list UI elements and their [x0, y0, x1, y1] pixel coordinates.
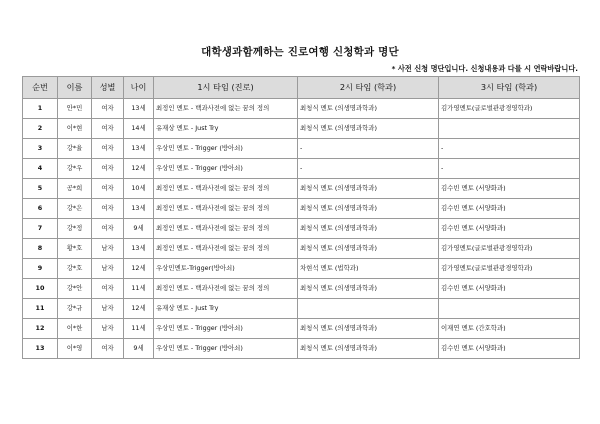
- table-row: [23, 319, 580, 339]
- table-row: [23, 339, 580, 359]
- cell-gender: 여자: [92, 99, 124, 119]
- cell-time3: 이재연 멘토 (간호학과): [439, 319, 580, 339]
- cell-time2: -: [298, 139, 439, 159]
- cell-age: 13세: [124, 199, 154, 219]
- table-body: [23, 99, 580, 359]
- header-time3: 3시 타임 (학과): [439, 77, 580, 99]
- table-row: [23, 159, 580, 179]
- cell-name: 이*현: [58, 119, 92, 139]
- cell-name: 강*안: [58, 279, 92, 299]
- cell-time3: 김가영멘토(글로벌관광경영학과): [439, 259, 580, 279]
- cell-gender: 여자: [92, 219, 124, 239]
- cell-time3: 김가영멘토(글로벌관광경영학과): [439, 239, 580, 259]
- cell-age: 11세: [124, 319, 154, 339]
- cell-time1: 유재상 멘토 - Just Try: [154, 119, 298, 139]
- cell-time3: [439, 299, 580, 319]
- cell-time2: 최청식 멘토 (의생명과학과): [298, 279, 439, 299]
- cell-age: 11세: [124, 279, 154, 299]
- cell-time3: 김수빈 멘토 (서양화과): [439, 179, 580, 199]
- cell-time3: 김수빈 멘토 (서양화과): [439, 219, 580, 239]
- header-no: 순번: [23, 77, 58, 99]
- cell-name: 강*율: [58, 139, 92, 159]
- cell-no: 7: [23, 219, 58, 239]
- cell-name: 황*호: [58, 239, 92, 259]
- cell-gender: 여자: [92, 139, 124, 159]
- cell-time1: 우상민 멘토 - Trigger (방아쇠): [154, 139, 298, 159]
- header-gender: 성별: [92, 77, 124, 99]
- cell-gender: 여자: [92, 339, 124, 359]
- cell-name: 이*영: [58, 339, 92, 359]
- cell-time2: 최청식 멘토 (의생명과학과): [298, 119, 439, 139]
- cell-gender: 남자: [92, 319, 124, 339]
- cell-time1: 우상민멘토-Trigger(방아쇠): [154, 259, 298, 279]
- cell-time2: [298, 299, 439, 319]
- cell-time3: 김수빈 멘토 (서양화과): [439, 279, 580, 299]
- cell-time2: 최청식 멘토 (의생명과학과): [298, 99, 439, 119]
- cell-time1: 우상민 멘토 - Trigger (방아쇠): [154, 159, 298, 179]
- cell-no: 6: [23, 199, 58, 219]
- table-row: [23, 259, 580, 279]
- cell-age: 9세: [124, 219, 154, 239]
- cell-time2: 최청식 멘토 (의생명과학과): [298, 199, 439, 219]
- cell-age: 14세: [124, 119, 154, 139]
- cell-age: 13세: [124, 99, 154, 119]
- cell-time3: 김수빈 멘토 (서양화과): [439, 199, 580, 219]
- cell-time3: 김가영멘토(글로벌관광경영학과): [439, 99, 580, 119]
- header-time1: 1시 타임 (진로): [154, 77, 298, 99]
- cell-time3: -: [439, 159, 580, 179]
- cell-age: 13세: [124, 239, 154, 259]
- table-row: [23, 139, 580, 159]
- cell-name: 강*호: [58, 259, 92, 279]
- table-row: [23, 219, 580, 239]
- cell-name: 강*은: [58, 199, 92, 219]
- cell-time2: 최청식 멘토 (의생명과학과): [298, 319, 439, 339]
- cell-time3: [439, 119, 580, 139]
- cell-gender: 여자: [92, 159, 124, 179]
- cell-age: 13세: [124, 139, 154, 159]
- cell-gender: 남자: [92, 239, 124, 259]
- cell-no: 12: [23, 319, 58, 339]
- cell-gender: 여자: [92, 279, 124, 299]
- cell-no: 11: [23, 299, 58, 319]
- cell-name: 강*규: [58, 299, 92, 319]
- cell-name: 안*민: [58, 99, 92, 119]
- notice-text: * 사전 신청 명단입니다. 신청내용과 다를 시 연락바랍니다.: [391, 64, 578, 73]
- table-row: [23, 179, 580, 199]
- cell-gender: 남자: [92, 299, 124, 319]
- table-row: [23, 279, 580, 299]
- table-row: [23, 299, 580, 319]
- cell-time2: -: [298, 159, 439, 179]
- cell-age: 12세: [124, 299, 154, 319]
- cell-no: 9: [23, 259, 58, 279]
- cell-no: 2: [23, 119, 58, 139]
- cell-no: 1: [23, 99, 58, 119]
- cell-time1: 우상민 멘토 - Trigger (방아쇠): [154, 319, 298, 339]
- header-name: 이름: [58, 77, 92, 99]
- cell-no: 3: [23, 139, 58, 159]
- table-row: [23, 239, 580, 259]
- cell-no: 10: [23, 279, 58, 299]
- cell-age: 10세: [124, 179, 154, 199]
- application-table: [22, 76, 580, 359]
- cell-age: 12세: [124, 159, 154, 179]
- cell-time1: 최정인 멘토 - 백과사전에 없는 꿈의 정의: [154, 279, 298, 299]
- cell-time1: 최정인 멘토 - 백과사전에 없는 꿈의 정의: [154, 179, 298, 199]
- header-age: 나이: [124, 77, 154, 99]
- cell-time1: 최정인 멘토 - 백과사전에 없는 꿈의 정의: [154, 199, 298, 219]
- page-title: 대학생과함께하는 진로여행 신청학과 명단: [201, 46, 399, 58]
- cell-time2: 최청식 멘토 (의생명과학과): [298, 179, 439, 199]
- cell-time2: 최청식 멘토 (의생명과학과): [298, 219, 439, 239]
- cell-age: 12세: [124, 259, 154, 279]
- cell-name: 강*정: [58, 219, 92, 239]
- cell-time1: 우상민 멘토 - Trigger (방아쇠): [154, 339, 298, 359]
- cell-time2: 최청식 멘토 (의생명과학과): [298, 239, 439, 259]
- cell-time1: 최정인 멘토 - 백과사전에 없는 꿈의 정의: [154, 219, 298, 239]
- table-header-row: [23, 77, 580, 99]
- cell-time1: 유재상 멘토 - Just Try: [154, 299, 298, 319]
- cell-no: 5: [23, 179, 58, 199]
- cell-age: 9세: [124, 339, 154, 359]
- cell-name: 이*한: [58, 319, 92, 339]
- cell-time3: 김수빈 멘토 (서양화과): [439, 339, 580, 359]
- cell-time2: 차현석 멘토 (법학과): [298, 259, 439, 279]
- cell-no: 8: [23, 239, 58, 259]
- cell-time3: -: [439, 139, 580, 159]
- cell-name: 공*희: [58, 179, 92, 199]
- cell-time2: 최청식 멘토 (의생명과학과): [298, 339, 439, 359]
- cell-no: 4: [23, 159, 58, 179]
- cell-name: 강*우: [58, 159, 92, 179]
- cell-gender: 여자: [92, 179, 124, 199]
- cell-gender: 남자: [92, 259, 124, 279]
- header-time2: 2시 타임 (학과): [298, 77, 439, 99]
- cell-time1: 최정인 멘토 - 백과사전에 없는 꿈의 정의: [154, 239, 298, 259]
- table-row: [23, 119, 580, 139]
- table-row: [23, 99, 580, 119]
- cell-gender: 여자: [92, 199, 124, 219]
- table-row: [23, 199, 580, 219]
- cell-time1: 최정인 멘토 - 백과사전에 없는 꿈의 정의: [154, 99, 298, 119]
- cell-no: 13: [23, 339, 58, 359]
- cell-gender: 여자: [92, 119, 124, 139]
